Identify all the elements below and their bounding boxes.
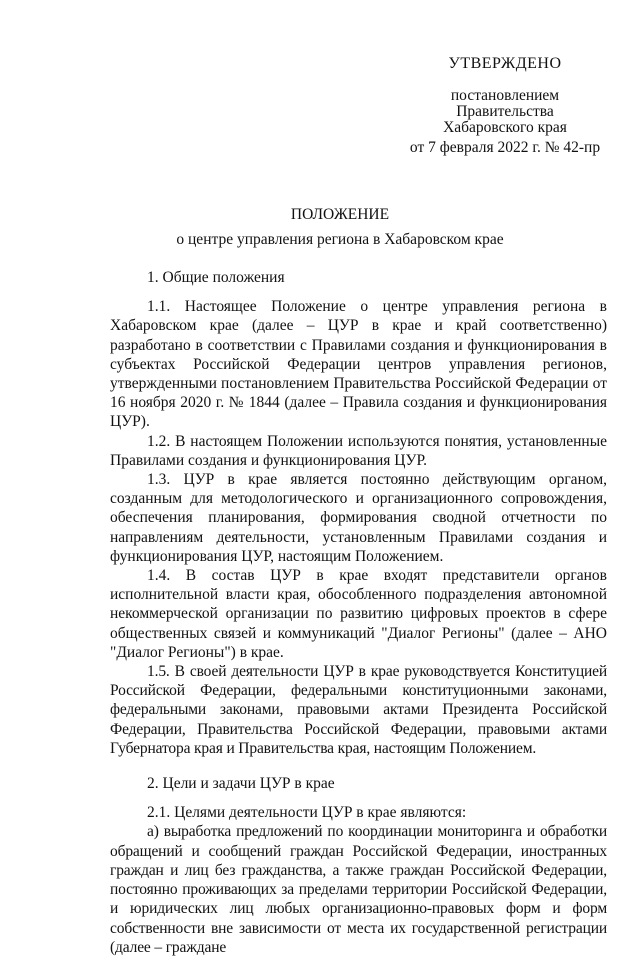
approval-heading: УТВЕРЖДЕНО bbox=[448, 55, 562, 72]
section-2-heading: 2. Цели и задачи ЦУР в крае bbox=[147, 775, 335, 793]
document-title-block bbox=[0, 206, 640, 248]
paragraph-1-2: 1.2. В настоящем Положении используются понятия, установленные Правилами создания и функционирования ЦУР. bbox=[110, 432, 607, 469]
document-body bbox=[110, 268, 607, 957]
approval-line-2: Правительства bbox=[456, 103, 554, 120]
approval-block bbox=[400, 56, 610, 156]
document-title: ПОЛОЖЕНИЕ bbox=[290, 206, 390, 223]
paragraph-2-1: 2.1. Целями деятельности ЦУР в крае являются: bbox=[147, 804, 467, 822]
paragraph-1-1: 1.1. Настоящее Положение о центре управления региона в Хабаровском крае (далее – ЦУР в крае и край соответственно) разработано в соответствии с Правилами создания и функционирования в субъектах Российской Федерации центров управления регионов, утвержденными постановлением Правительства Российской Федерации от 16 ноября 2020 г. № 1844 (далее – Правила создания и функционирования ЦУР). bbox=[110, 298, 607, 431]
paragraph-1-5: 1.5. В своей деятельности ЦУР в крае руководствуется Конституцией Российской Федерации, федеральными конституционными законами, федеральными законами, правовыми актами Президента Российской Федерации, Правительства Российской Федерации, правовыми актами Губернатора края и Правительства края, настоящим Положением. bbox=[110, 663, 607, 757]
approval-line-4: от 7 февраля 2022 г. № 42-пр bbox=[409, 139, 601, 156]
document-subtitle: о центре управления региона в Хабаровском крае bbox=[176, 231, 504, 248]
approval-line-3: Хабаровского края bbox=[443, 119, 567, 136]
section-gap bbox=[110, 758, 607, 774]
approval-line-1: постановлением bbox=[450, 87, 560, 104]
paragraph-1-4: 1.4. В состав ЦУР в крае входят представители органов исполнительной власти края, обособленного подразделения автономной некоммерческой организации по развитию цифровых проектов в сфере общественных связей и коммуникаций "Диалог Регионы" (далее – АНО "Диалог Регионы") в крае. bbox=[110, 567, 607, 661]
section-1-heading: 1. Общие положения bbox=[147, 269, 285, 286]
paragraph-1-3: 1.3. ЦУР в крае является постоянно действующим органом, созданным для методологического и организационного сопровождения, обеспечения планирования, формирования сводной отчетности по направлениям деятельности, установленным Правилами создания и функционирования ЦУР, настоящим Положением. bbox=[110, 471, 607, 565]
paragraph-2-1-a: а) выработка предложений по координации мониторинга и обработки обращений и сообщений граждан Российской Федерации, иностранных граждан и лиц без гражданства, а также граждан Российской Федерации, постоянно проживающих за пределами территории Российской Федерации, и юридических лиц любых организационно-правовых форм и форм собственности вне зависимости от места их государственной регистрации (далее – граждане bbox=[110, 823, 607, 956]
